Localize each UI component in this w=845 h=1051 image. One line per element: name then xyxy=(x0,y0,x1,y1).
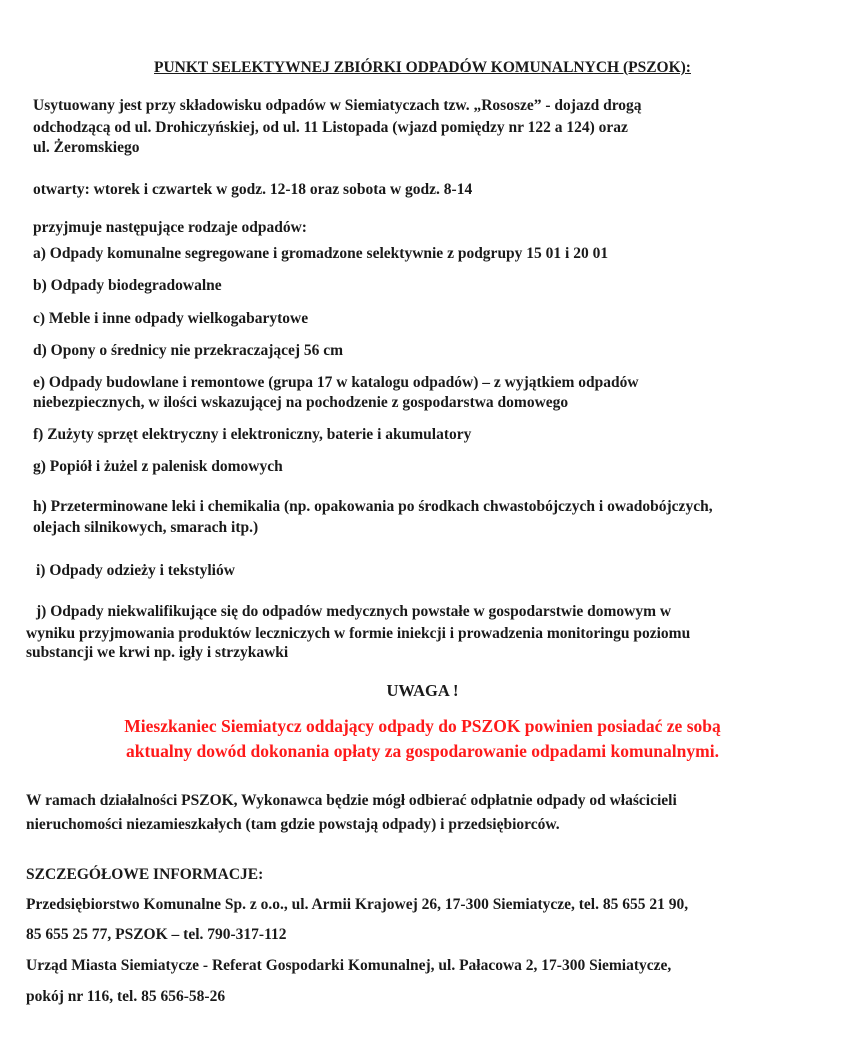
waste-item-c: c) Meble i inne odpady wielkogabarytowe xyxy=(33,310,309,327)
details-line-3: Urząd Miasta Siemiatycze - Referat Gospodarki Komunalnej, ul. Pałacowa 2, 17-300 Siemiatycze, xyxy=(26,957,672,974)
page-title: PUNKT SELEKTYWNEJ ZBIÓRKI ODPADÓW KOMUNALNYCH (PSZOK): xyxy=(154,59,691,76)
contractor-line-1: W ramach działalności PSZOK, Wykonawca będzie mógł odbierać odpłatnie odpady od właścicieli xyxy=(26,792,677,809)
location-line-1: Usytuowany jest przy składowisku odpadów w Siemiatyczach tzw. „Rososze” - dojazd drogą xyxy=(33,97,642,114)
waste-item-e-line-1: e) Odpady budowlane i remontowe (grupa 17 w katalogu odpadów) – z wyjątkiem odpadów xyxy=(33,374,639,391)
details-line-4: pokój nr 116, tel. 85 656-58-26 xyxy=(26,988,226,1005)
accepted-waste-intro: przyjmuje następujące rodzaje odpadów: xyxy=(33,219,307,236)
notice-line-2: aktualny dowód dokonania opłaty za gospodarowanie odpadami komunalnymi. xyxy=(126,741,719,761)
waste-item-e-line-2: niebezpiecznych, w ilości wskazującej na pochodzenie z gospodarstwa domowego xyxy=(33,394,569,411)
waste-item-d: d) Opony o średnicy nie przekraczającej 56 cm xyxy=(33,342,344,359)
notice-heading: UWAGA ! xyxy=(386,681,459,700)
details-line-1: Przedsiębiorstwo Komunalne Sp. z o.o., ul. Armii Krajowej 26, 17-300 Siemiatycze, tel. 85 655 21 90, xyxy=(26,896,689,913)
waste-item-j-line-3: substancji we krwi np. igły i strzykawki xyxy=(26,644,289,661)
waste-item-f: f) Zużyty sprzęt elektryczny i elektroniczny, baterie i akumulatory xyxy=(33,426,472,443)
waste-item-b: b) Odpady biodegradowalne xyxy=(33,277,222,294)
location-line-2: odchodzącą od ul. Drohiczyńskiej, od ul. 11 Listopada (wjazd pomiędzy nr 122 a 124) oraz xyxy=(33,119,628,136)
details-heading: SZCZEGÓŁOWE INFORMACJE: xyxy=(26,866,264,883)
waste-item-i: i) Odpady odzieży i tekstyliów xyxy=(36,562,235,579)
contractor-line-2: nieruchomości niezamieszkałych (tam gdzie powstają odpady) i przedsiębiorców. xyxy=(26,816,560,833)
waste-item-h-line-1: h) Przeterminowane leki i chemikalia (np. opakowania po środkach chwastobójczych i owadobójczych, xyxy=(33,498,713,515)
waste-item-h-line-2: olejach silnikowych, smarach itp.) xyxy=(33,519,259,536)
waste-item-j-line-1: j) Odpady niekwalifikujące się do odpadów medycznych powstałe w gospodarstwie domowym w xyxy=(36,603,672,620)
waste-item-j-line-2: wyniku przyjmowania produktów leczniczych w formie iniekcji i prowadzenia monitoringu poziomu xyxy=(26,625,691,642)
details-line-2: 85 655 25 77, PSZOK – tel. 790-317-112 xyxy=(26,926,287,943)
waste-item-g: g) Popiół i żużel z palenisk domowych xyxy=(33,458,283,475)
location-line-3: ul. Żeromskiego xyxy=(33,139,140,156)
waste-item-a: a) Odpady komunalne segregowane i gromadzone selektywnie z podgrupy 15 01 i 20 01 xyxy=(33,245,609,262)
opening-hours: otwarty: wtorek i czwartek w godz. 12-18 oraz sobota w godz. 8-14 xyxy=(33,181,473,198)
notice-line-1: Mieszkaniec Siemiatycz oddający odpady do PSZOK powinien posiadać ze sobą xyxy=(124,716,721,736)
